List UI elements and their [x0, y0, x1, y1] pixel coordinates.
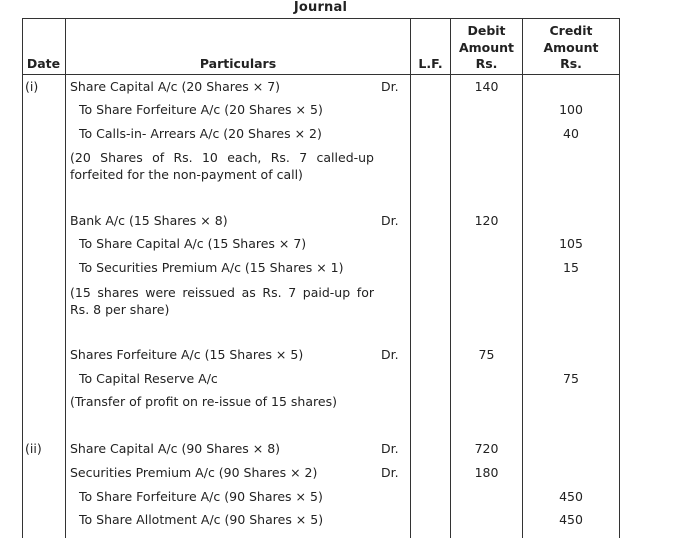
entry-line-text: To Calls-in- Arrears A/c (20 Shares × 2) — [79, 126, 322, 141]
entry-line-text: To Share Allotment A/c (90 Shares × 5) — [79, 512, 324, 527]
journal-title: Journal — [293, 0, 348, 15]
entry-line-text: To Share Forfeiture A/c (20 Shares × 5) — [79, 102, 323, 117]
credit-amount: 15 — [563, 260, 579, 275]
entry-line-text: To Securities Premium A/c (15 Shares × 1) — [79, 260, 344, 275]
dr-marker: Dr. — [381, 465, 399, 480]
header-debit-line2: Amount — [458, 39, 515, 55]
credit-amount: 105 — [559, 236, 583, 251]
header-divider — [22, 74, 620, 75]
entry-label-ii: (ii) — [25, 441, 42, 456]
column-divider-lf — [450, 18, 451, 538]
header-particulars: Particulars — [199, 56, 277, 71]
entry-label-i: (i) — [25, 79, 39, 94]
entry-line-text: Securities Premium A/c (90 Shares × 2) — [70, 465, 318, 480]
table-border-top — [22, 18, 620, 19]
entry-line-text: Share Capital A/c (20 Shares × 7) — [70, 79, 281, 94]
header-debit — [451, 23, 522, 73]
credit-amount: 75 — [563, 371, 579, 386]
header-credit — [523, 23, 619, 73]
header-credit-line1: Credit — [549, 23, 593, 38]
entry-line-text: Share Capital A/c (90 Shares × 8) — [70, 441, 281, 456]
header-lf: L.F. — [418, 56, 443, 71]
debit-amount: 120 — [474, 213, 499, 228]
credit-amount: 40 — [563, 126, 579, 141]
column-divider-debit — [522, 18, 523, 538]
entry-line-text: Shares Forfeiture A/c (15 Shares × 5) — [70, 347, 304, 362]
dr-marker: Dr. — [381, 213, 399, 228]
header-debit-line3: Rs. — [475, 56, 498, 71]
header-credit-line3: Rs. — [560, 56, 582, 71]
debit-amount: 720 — [474, 441, 499, 456]
column-divider-date — [65, 18, 66, 538]
entry-line-text: To Share Forfeiture A/c (90 Shares × 5) — [79, 489, 323, 504]
dr-marker: Dr. — [381, 347, 399, 362]
narration: (20 Shares of Rs. 10 each, Rs. 7 called-up forfeited for the non-payment of call) — [70, 150, 374, 182]
narration: (Transfer of profit on re-issue of 15 shares) — [70, 394, 337, 409]
credit-amount: 100 — [559, 102, 583, 117]
debit-amount: 180 — [474, 465, 499, 480]
table-border-right — [619, 18, 620, 538]
table-border-left — [22, 18, 23, 538]
credit-amount: 450 — [559, 489, 583, 504]
entry-line-text: To Capital Reserve A/c — [79, 371, 218, 386]
entry-line-text: Bank A/c (15 Shares × 8) — [70, 213, 228, 228]
debit-amount: 140 — [474, 79, 499, 94]
debit-amount: 75 — [478, 347, 495, 362]
credit-amount: 450 — [559, 512, 583, 527]
header-credit-line2: Amount — [543, 39, 599, 55]
column-divider-particulars — [410, 18, 411, 538]
dr-marker: Dr. — [381, 441, 399, 456]
header-date: Date — [26, 56, 61, 71]
entry-line-text: To Share Capital A/c (15 Shares × 7) — [79, 236, 307, 251]
header-debit-line1: Debit — [467, 23, 506, 38]
narration: (15 shares were reissued as Rs. 7 paid-up for Rs. 8 per share) — [70, 285, 374, 317]
dr-marker: Dr. — [381, 79, 399, 94]
